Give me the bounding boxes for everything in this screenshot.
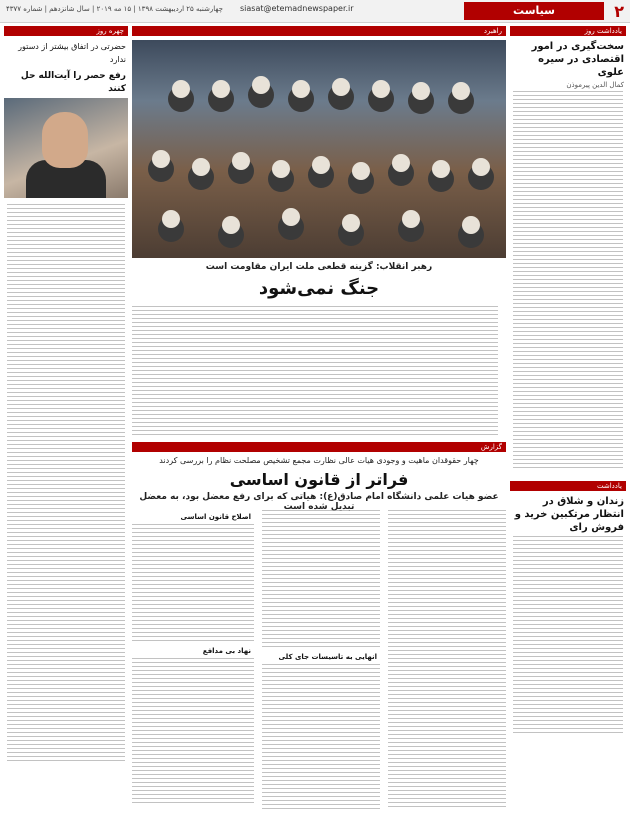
photo-person	[312, 156, 330, 174]
photo-person	[432, 160, 450, 178]
right-headline-2: زندان و شلاق در انتظار مرتکبین خرید و فروش رای	[514, 496, 624, 533]
main-tag-2: گزارش	[132, 442, 506, 452]
left-tag: چهره روز	[4, 26, 128, 36]
article-supertitle: چهار حقوقدان ماهیت و وجودی هیات عالی نظارت مجمع تشخیص مصلحت نظام را بررسی کردند	[159, 456, 479, 465]
main-content	[132, 26, 506, 816]
photo-person	[172, 80, 190, 98]
photo-person	[392, 154, 410, 172]
right-body-text-2	[513, 536, 623, 736]
photo-person	[462, 216, 480, 234]
main-headline: جنگ نمی‌شود	[258, 278, 380, 299]
section-label: سیاست	[464, 2, 604, 20]
right-headline: سخت‌گیری در امور اقتصادی در سیره علوی	[531, 41, 624, 78]
article-subhead: انهایی به تاسیسات جای کلی	[278, 653, 377, 661]
article-column-text	[262, 664, 380, 809]
photo-person	[162, 210, 180, 228]
photo-person	[352, 162, 370, 180]
photo-person	[222, 216, 240, 234]
article-column	[132, 510, 254, 810]
article-column-text	[132, 524, 254, 644]
article-subhead: نهاد بی مدافع	[202, 647, 251, 655]
article-column-text	[132, 658, 254, 803]
photo-person	[452, 82, 470, 100]
photo-person	[412, 82, 430, 100]
photo-person	[402, 210, 420, 228]
photo-person	[472, 158, 490, 176]
photo-person	[152, 150, 170, 168]
right-tag-2: یادداشت	[510, 481, 626, 491]
photo-person	[342, 214, 360, 232]
photo-caption: رهبر انقلاب: گزینه قطعی ملت ایران مقاومت است	[205, 262, 433, 272]
main-photo	[132, 40, 506, 258]
article-column	[388, 510, 506, 810]
portrait-head	[42, 112, 88, 168]
article-column-text	[262, 510, 380, 650]
left-column	[4, 26, 128, 816]
article-column-text	[388, 510, 506, 810]
left-body-text	[7, 204, 125, 764]
page-header	[0, 0, 630, 23]
photo-person	[252, 76, 270, 94]
right-column	[510, 26, 626, 816]
left-headline: حضرتی در اتفاق بیشتر از دستور ندارد	[18, 42, 126, 64]
photo-person	[332, 78, 350, 96]
photo-person	[232, 152, 250, 170]
article-columns	[132, 510, 506, 810]
right-tag: یادداشت روز	[510, 26, 626, 36]
photo-person	[272, 160, 290, 178]
article-subhead: اصلاح قانون اساسی	[180, 513, 251, 521]
portrait-photo	[4, 98, 128, 198]
photo-person	[292, 80, 310, 98]
left-subheadline: رفع حصر را آیت‌الله حل کنند	[20, 71, 126, 94]
right-byline: کمال الدین پیرموذن	[566, 81, 624, 89]
date-line: چهارشنبه ۲۵ اردیبهشت ۱۳۹۸ | ۱۵ مه ۲۰۱۹ | سال شانزدهم | شماره ۴۳۷۷	[6, 5, 223, 13]
article-headline: فراتر از قانون اساسی	[229, 470, 409, 489]
main-body-text	[132, 306, 498, 436]
right-body-text	[513, 91, 623, 471]
photo-person	[372, 80, 390, 98]
section-email: siasat@etemadnewspaper.ir	[240, 4, 354, 13]
photo-person	[212, 80, 230, 98]
article-subtitle: عضو هیات علمی دانشگاه امام صادق(ع): هیاتی که برای رفع معضل بود، به معضل تبدیل شده است	[139, 492, 499, 512]
photo-person	[192, 158, 210, 176]
article-column	[262, 510, 380, 810]
main-tag: راهبرد	[132, 26, 506, 36]
page-number: ۲	[614, 2, 624, 21]
photo-person	[282, 208, 300, 226]
